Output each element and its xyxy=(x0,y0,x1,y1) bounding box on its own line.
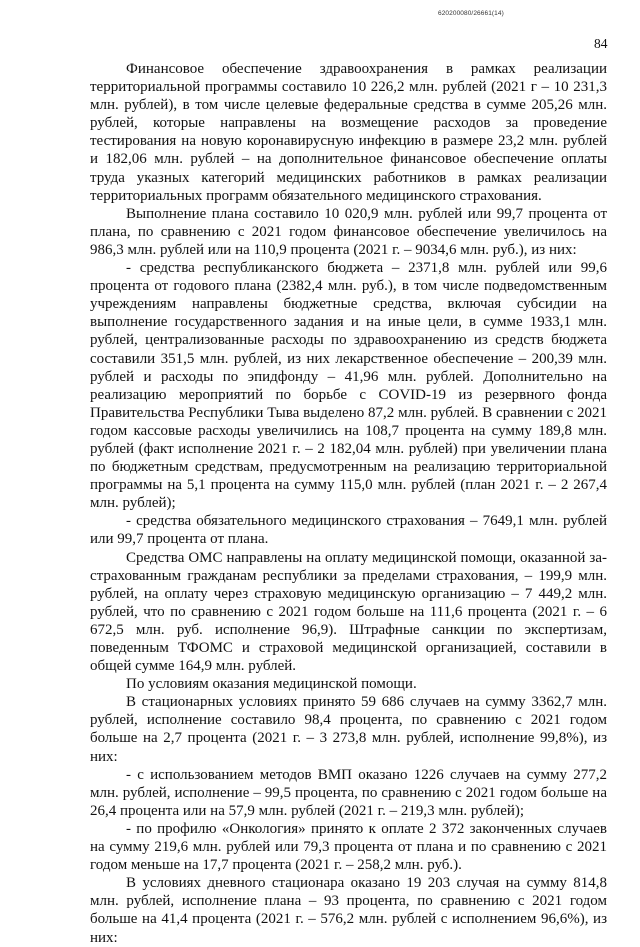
document-id: 620200080/26661(14) xyxy=(438,10,504,17)
paragraph-day-hospital: В условиях дневного стационара оказано 19 203 случая на сумму 814,8 млн. рублей, исполнение плана – 93 процента, по сравнению с 2021 годом больше на 41,4 процента (2021 г. – 576,2 млн. рублей с исполнением 96,6%), из них: xyxy=(90,875,607,946)
paragraph-care-conditions: По условиям оказания медицинской помощи. xyxy=(126,676,417,693)
paragraph-republic-budget: - средства республиканского бюджета – 2371,8 млн. рублей или 99,6 процента от годового плана (2382,4 млн. руб.), в том числе подведомственным учреждениям направлены бюджетные средства, включая субсидии на выполнение государственного задания и на иные цели, в сумме 1933,1 млн. рублей, централизованные расходы по здравоохранению из средств бюджета составили 351,5 млн. рублей, из них лекарственное обеспечение – 200,39 млн. рублей и расходы по эпидфонду – 41,96 млн. рублей. Дополнительно на реализацию мероприятий по борьбе с COVID-19 из резервного фонда Правительства Республики Тыва выделено 87,2 млн. рублей. В сравнении с 2021 годом кассовые расходы увеличились на 108,7 процента на сумму 189,8 млн. рублей (факт исполнение 2021 г. – 2 182,04 млн. рублей) при увеличении плана по бюджетным средствам, предусмотренным на реализацию территориальной программы на 5,1 процента на сумму 115,0 млн. рублей (план 2021 г. – 2 267,4 млн. рублей); xyxy=(90,260,607,512)
page-number: 84 xyxy=(594,36,608,51)
paragraph-oms-directed: Средства ОМС направлены на оплату медицинской помощи, оказанной застрахованным гражданам республики за пределами страхования, – 199,9 млн. рублей, на оплату через страховую медицинскую организацию – 7 449,2 млн. рублей, что по сравнению с 2021 годом больше на 111,6 процента (2021 г. – 6 672,5 млн. руб. исполнение 96,9). Штрафные санкции по экспертизам, поведенным ТФОМС и страховой медицинской организацией, составили в общей сумме 164,9 млн. рублей. xyxy=(90,549,607,675)
paragraph-oncology: - по профилю «Онкология» принято к оплате 2 372 законченных случаев на сумму 219,6 млн. рублей или 79,3 процента от плана и по сравнению с 2021 годом меньше на 17,7 процента (2021 г. – 258,2 млн. руб.). xyxy=(90,820,607,874)
paragraph-oms-funds: - средства обязательного медицинского страхования – 7649,1 млн. рублей или 99,7 процента от плана. xyxy=(90,513,607,548)
document-body xyxy=(90,60,607,947)
paragraph-inpatient: В стационарных условиях принято 59 686 случаев на сумму 3362,7 млн. рублей, исполнение составило 98,4 процента, по сравнению с 2021 годом больше на 2,7 процента (2021 г. – 3 273,8 млн. рублей, исполнение 99,8%), из них: xyxy=(90,694,607,765)
paragraph-vmp: - с использованием методов ВМП оказано 1226 случаев на сумму 277,2 млн. рублей, исполнение – 99,5 процента, по сравнению с 2021 годом больше на 26,4 процента или на 57,9 млн. рублей (2021 г. – 219,3 млн. рублей); xyxy=(90,766,607,819)
paragraph-financing: Финансовое обеспечение здравоохранения в рамках реализации территориальной программы составило 10 226,2 млн. рублей (2021 г – 10 231,3 млн. рублей), в том числе целевые федеральные средства в сумме 205,26 млн. рублей, которые направлены на возмещение расходов за проведение тестирования на новую коронавирусную инфекцию в размере 23,2 млн. рублей и 182,06 млн. рублей – на дополнительное финансовое обеспечение оплаты труда указных категорий медицинских работников в рамках реализации территориальных программ обязательного медицинского страхования. xyxy=(90,61,607,204)
paragraph-plan-execution: Выполнение плана составило 10 020,9 млн. рублей или 99,7 процента от плана, по сравнению с 2021 годом финансовое обеспечение увеличилось на 986,3 млн. рублей или на 110,9 процента (2021 г. – 9034,6 млн. руб.), из них: xyxy=(90,205,607,258)
